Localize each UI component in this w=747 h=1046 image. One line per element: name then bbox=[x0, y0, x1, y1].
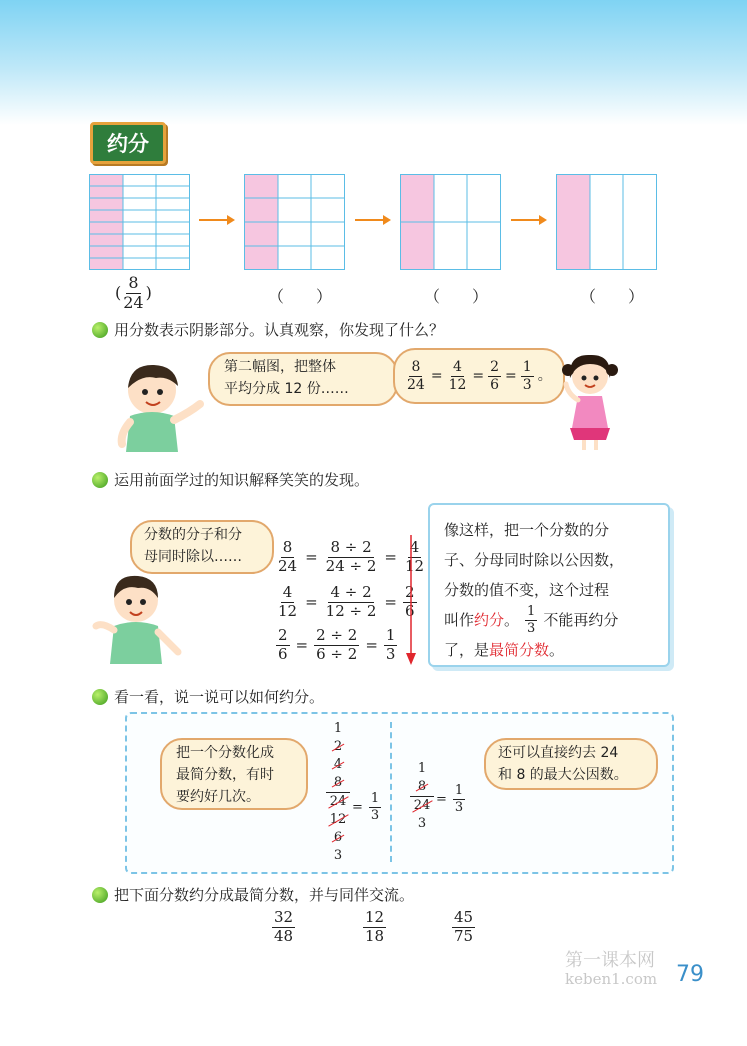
exercise-fraction-2: $\frac{12}{18}$ bbox=[365, 908, 385, 945]
answer-blank[interactable]: （ ） bbox=[268, 287, 333, 306]
left-reduction-stack: 1 2 4 8 24 12 6 3 bbox=[326, 720, 350, 865]
bullet-icon bbox=[92, 689, 108, 705]
right-reduction-stack: 1 8 24 3 bbox=[410, 760, 434, 833]
question-3: 看一看，说一说可以如何约分。 bbox=[92, 686, 324, 707]
exercise-fraction-3: $\frac{45}{75}$ bbox=[454, 908, 474, 945]
section-title: 约分 bbox=[90, 122, 166, 164]
boy-speech-bubble: 分数的分子和分 母同时除以…… bbox=[130, 520, 274, 574]
reduction-step-3: $\frac{2}{6}$ = $\frac{2 \div 2}{6 \div 2}$ = $\frac{1}{3}$ bbox=[278, 626, 396, 663]
term-simplest-fraction: 最简分数 bbox=[489, 641, 550, 660]
left-speech-bubble: 把一个分数化成 最简分数，有时 要约好几次。 bbox=[160, 738, 308, 810]
left-result: = $\frac{1}{3}$ bbox=[352, 791, 380, 823]
question-4: 把下面分数约分成最简分数，并与同伴交流。 bbox=[92, 884, 414, 905]
divider bbox=[390, 722, 392, 862]
grid-6-parts bbox=[400, 174, 501, 270]
grid-3-parts bbox=[556, 174, 657, 270]
term-reduce: 约分 bbox=[474, 611, 505, 630]
definition-note: 像这样，把一个分数的分 子、分母同时除以公因数， 分数的值不变，这个过程 叫作 约分 。 $\frac{1}{3}$ 不能再约分 了，是最简分数。 bbox=[428, 503, 670, 667]
right-speech-bubble: 还可以直接约去 24 和 8 的最大公因数。 bbox=[484, 738, 658, 790]
reduction-step-1: $\frac{8}{24}$ = $\frac{8 \div 2}{24 \div 2}$ = $\frac{4}{12}$ bbox=[278, 538, 425, 575]
question-2: 运用前面学过的知识解释笑笑的发现。 bbox=[92, 469, 369, 490]
arrow-down-icon bbox=[405, 535, 417, 665]
answer-blank[interactable]: （ ） bbox=[424, 287, 489, 306]
watermark-url: keben1.com bbox=[565, 970, 658, 988]
arrow-right-icon bbox=[511, 213, 547, 227]
grid-24-parts bbox=[89, 174, 190, 270]
reduction-step-2: $\frac{4}{12}$ = $\frac{4 \div 2}{12 \div 2}$ = $\frac{2}{6}$ bbox=[278, 583, 415, 620]
grid-12-parts bbox=[244, 174, 345, 270]
arrow-right-icon bbox=[355, 213, 391, 227]
question-1: 用分数表示阴影部分。认真观察，你发现了什么？ bbox=[92, 319, 444, 340]
arrow-right-icon bbox=[199, 213, 235, 227]
bullet-icon bbox=[92, 887, 108, 903]
boy-illustration bbox=[92, 572, 182, 664]
girl-speech-bubble: $\frac{8}{24}$ = $\frac{4}{12}$ = $\frac{2}{6}$ = $\frac{1}{3}$ 。 bbox=[393, 348, 565, 404]
header-sky-band bbox=[0, 0, 747, 125]
page-number: 79 bbox=[676, 962, 704, 987]
label-first-fraction: ( $\frac{8}{24}$ ) bbox=[115, 273, 152, 312]
bullet-icon bbox=[92, 322, 108, 338]
boy-illustration bbox=[112, 360, 207, 452]
exercise-fraction-1: $\frac{32}{48}$ bbox=[274, 908, 294, 945]
boy-speech-bubble: 第二幅图，把整体 平均分成 12 份…… bbox=[208, 352, 398, 406]
girl-illustration bbox=[560, 352, 620, 452]
bullet-icon bbox=[92, 472, 108, 488]
watermark-title: 第一课本网 bbox=[565, 950, 655, 971]
answer-blank[interactable]: （ ） bbox=[580, 287, 645, 306]
right-result: = $\frac{1}{3}$ bbox=[436, 783, 464, 815]
